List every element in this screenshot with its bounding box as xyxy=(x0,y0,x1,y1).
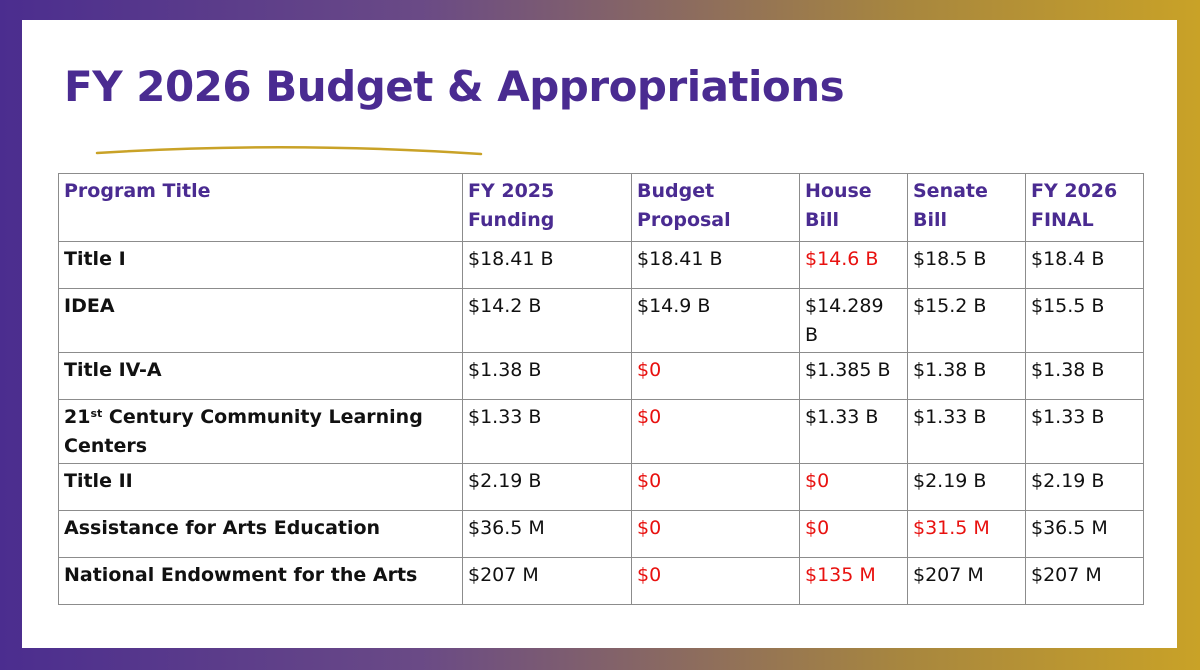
final-cell: $18.4 B xyxy=(1026,242,1144,289)
table-row xyxy=(59,289,1144,353)
header-budget-proposal: Budget Proposal xyxy=(632,174,800,242)
program-title-cell: Assistance for Arts Education xyxy=(59,511,463,558)
senate-cell: $207 M xyxy=(908,558,1026,605)
fy2025-cell: $14.2 B xyxy=(463,289,632,353)
table-header-row xyxy=(59,174,1144,242)
proposal-cell: $0 xyxy=(632,464,800,511)
fy2025-cell: $18.41 B xyxy=(463,242,632,289)
header-fy2025-funding: FY 2025 Funding xyxy=(463,174,632,242)
senate-cell: $1.33 B xyxy=(908,400,1026,464)
senate-cell: $2.19 B xyxy=(908,464,1026,511)
fy2025-cell: $2.19 B xyxy=(463,464,632,511)
final-cell: $1.38 B xyxy=(1026,353,1144,400)
house-cell: $1.385 B xyxy=(800,353,908,400)
program-title-cell: Title I xyxy=(59,242,463,289)
program-title-cell: 21st Century Community Learning Centers xyxy=(59,400,463,464)
slide-title: FY 2026 Budget & Appropriations xyxy=(64,62,845,111)
proposal-cell: $0 xyxy=(632,400,800,464)
final-cell: $36.5 M xyxy=(1026,511,1144,558)
house-cell: $135 M xyxy=(800,558,908,605)
program-title-cell: Title II xyxy=(59,464,463,511)
senate-cell: $18.5 B xyxy=(908,242,1026,289)
senate-cell: $15.2 B xyxy=(908,289,1026,353)
final-cell: $1.33 B xyxy=(1026,400,1144,464)
proposal-cell: $14.9 B xyxy=(632,289,800,353)
house-cell: $0 xyxy=(800,464,908,511)
header-fy2026-final: FY 2026 FINAL xyxy=(1026,174,1144,242)
program-title-cell: IDEA xyxy=(59,289,463,353)
program-title-cell: National Endowment for the Arts xyxy=(59,558,463,605)
house-cell: $14.6 B xyxy=(800,242,908,289)
senate-cell: $1.38 B xyxy=(908,353,1026,400)
table-row xyxy=(59,400,1144,464)
header-senate-bill: Senate Bill xyxy=(908,174,1026,242)
proposal-cell: $18.41 B xyxy=(632,242,800,289)
proposal-cell: $0 xyxy=(632,511,800,558)
budget-table xyxy=(58,173,1144,605)
header-house-bill: House Bill xyxy=(800,174,908,242)
final-cell: $15.5 B xyxy=(1026,289,1144,353)
table-row xyxy=(59,464,1144,511)
program-title-cell: Title IV-A xyxy=(59,353,463,400)
final-cell: $2.19 B xyxy=(1026,464,1144,511)
senate-cell: $31.5 M xyxy=(908,511,1026,558)
header-program-title: Program Title xyxy=(59,174,463,242)
fy2025-cell: $1.33 B xyxy=(463,400,632,464)
table-row xyxy=(59,242,1144,289)
table-row xyxy=(59,511,1144,558)
proposal-cell: $0 xyxy=(632,558,800,605)
proposal-cell: $0 xyxy=(632,353,800,400)
fy2025-cell: $36.5 M xyxy=(463,511,632,558)
table-row xyxy=(59,558,1144,605)
house-cell: $0 xyxy=(800,511,908,558)
house-cell: $1.33 B xyxy=(800,400,908,464)
fy2025-cell: $1.38 B xyxy=(463,353,632,400)
house-cell: $14.289 B xyxy=(800,289,908,353)
fy2025-cell: $207 M xyxy=(463,558,632,605)
final-cell: $207 M xyxy=(1026,558,1144,605)
title-underline-swoosh xyxy=(95,143,485,157)
table-row xyxy=(59,353,1144,400)
